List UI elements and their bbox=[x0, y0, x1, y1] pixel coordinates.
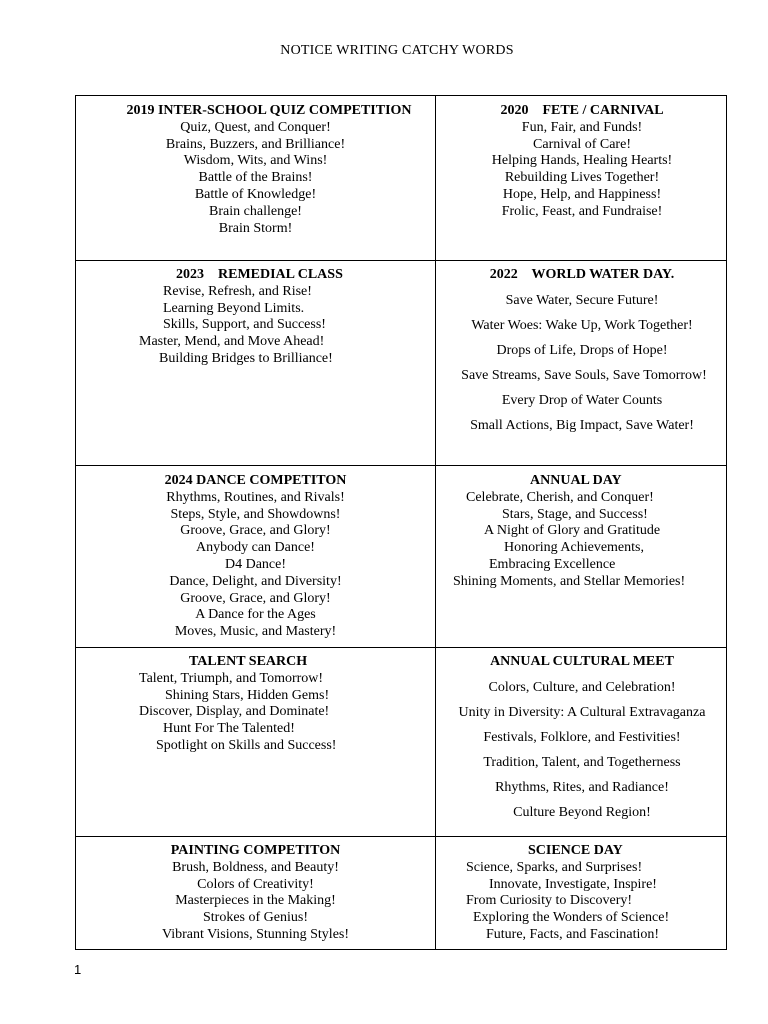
section-heading: ANNUAL DAY bbox=[530, 473, 622, 488]
slogan-item: Moves, Music, and Mastery! bbox=[174, 624, 337, 640]
slogan-item: Revise, Refresh, and Rise! bbox=[163, 283, 312, 299]
slogan-item: Embracing Excellence bbox=[489, 556, 616, 572]
slogan-item: D4 Dance! bbox=[224, 556, 287, 572]
slogan-item: Shining Moments, and Stellar Memories! bbox=[453, 573, 686, 589]
slogan-item: Shining Stars, Hidden Gems! bbox=[165, 687, 330, 703]
slogan-item: Vibrant Visions, Stunning Styles! bbox=[161, 926, 350, 942]
slogan-item: Save Water, Secure Future! bbox=[505, 292, 659, 308]
slogan-item: Groove, Grace, and Glory! bbox=[180, 523, 331, 539]
slogan-item: Water Woes: Wake Up, Work Together! bbox=[471, 317, 693, 333]
slogan-item: Anybody can Dance! bbox=[196, 540, 315, 556]
row-divider bbox=[76, 260, 726, 261]
section-quiz-competition bbox=[76, 103, 435, 237]
row-divider bbox=[76, 836, 726, 837]
row-divider bbox=[76, 647, 726, 648]
slogan-item: Brain challenge! bbox=[209, 203, 302, 219]
slogan-item: Helping Hands, Healing Hearts! bbox=[491, 153, 673, 169]
section-painting-competition bbox=[76, 843, 435, 944]
slogan-item: Unity in Diversity: A Cultural Extravaganza bbox=[458, 704, 706, 720]
slogan-item: Carnival of Care! bbox=[533, 136, 631, 152]
slogan-item: Colors of Creativity! bbox=[197, 876, 314, 892]
section-science-day bbox=[436, 843, 728, 944]
slogan-item: Spotlight on Skills and Success! bbox=[156, 737, 337, 753]
slogan-item: Rhythms, Routines, and Rivals! bbox=[166, 489, 345, 505]
slogan-item: Hope, Help, and Happiness! bbox=[502, 186, 662, 202]
slogan-item: Battle of the Brains! bbox=[198, 170, 313, 186]
slogan-item: A Dance for the Ages bbox=[195, 607, 316, 623]
slogan-item: Rebuilding Lives Together! bbox=[504, 170, 660, 186]
slogan-item: Every Drop of Water Counts bbox=[501, 392, 663, 408]
slogan-item: From Curiosity to Discovery! bbox=[466, 893, 633, 909]
section-talent-search bbox=[76, 654, 435, 755]
slogan-item: Brush, Boldness, and Beauty! bbox=[172, 859, 339, 875]
slogan-item: Master, Mend, and Move Ahead! bbox=[139, 334, 325, 350]
slogan-item: Culture Beyond Region! bbox=[513, 804, 651, 820]
slogan-item: Tradition, Talent, and Togetherness bbox=[483, 754, 681, 770]
page-number: 1 bbox=[74, 962, 82, 977]
slogan-item: Brains, Buzzers, and Brilliance! bbox=[165, 136, 346, 152]
section-heading: SCIENCE DAY bbox=[528, 843, 623, 858]
slogan-item: Drops of Life, Drops of Hope! bbox=[496, 342, 668, 358]
slogan-item: A Night of Glory and Gratitude bbox=[484, 523, 661, 539]
slogan-item: Masterpieces in the Making! bbox=[175, 893, 336, 909]
slogan-item: Dance, Delight, and Diversity! bbox=[169, 573, 342, 589]
slogan-item: Discover, Display, and Dominate! bbox=[139, 704, 330, 720]
slogan-item: Quiz, Quest, and Conquer! bbox=[180, 119, 331, 135]
slogan-table bbox=[75, 95, 727, 950]
section-heading: 2023 REMEDIAL CLASS bbox=[176, 267, 343, 282]
section-annual-cultural-meet bbox=[436, 654, 728, 825]
slogan-item: Strokes of Genius! bbox=[203, 910, 308, 926]
slogan-item: Learning Beyond Limits. bbox=[163, 300, 305, 316]
section-heading: PAINTING COMPETITON bbox=[170, 843, 341, 858]
section-remedial-class bbox=[76, 267, 435, 368]
slogan-item: Save Streams, Save Souls, Save Tomorrow! bbox=[461, 367, 707, 383]
slogan-item: Hunt For The Talented! bbox=[163, 721, 295, 737]
slogan-item: Wisdom, Wits, and Wins! bbox=[183, 153, 328, 169]
slogan-item: Fun, Fair, and Funds! bbox=[521, 119, 643, 135]
slogan-item: Festivals, Folklore, and Festivities! bbox=[483, 729, 681, 745]
slogan-item: Exploring the Wonders of Science! bbox=[473, 910, 670, 926]
section-heading: 2022 WORLD WATER DAY. bbox=[489, 267, 675, 282]
section-fete-carnival bbox=[436, 103, 728, 221]
slogan-item: Small Actions, Big Impact, Save Water! bbox=[470, 417, 694, 433]
slogan-item: Groove, Grace, and Glory! bbox=[180, 590, 331, 606]
section-heading: 2019 INTER-SCHOOL QUIZ COMPETITION bbox=[126, 103, 412, 118]
slogan-item: Stars, Stage, and Success! bbox=[502, 506, 648, 522]
slogan-item: Battle of Knowledge! bbox=[194, 186, 317, 202]
slogan-item: Future, Facts, and Fascination! bbox=[486, 926, 660, 942]
slogan-item: Honoring Achievements, bbox=[504, 540, 644, 556]
slogan-item: Frolic, Feast, and Fundraise! bbox=[501, 203, 663, 219]
slogan-item: Innovate, Investigate, Inspire! bbox=[489, 876, 657, 892]
section-dance-competition bbox=[76, 473, 435, 641]
slogan-item: Building Bridges to Brilliance! bbox=[159, 350, 333, 366]
slogan-item: Science, Sparks, and Surprises! bbox=[466, 859, 643, 875]
document-title: NOTICE WRITING CATCHY WORDS bbox=[280, 43, 514, 58]
slogan-item: Steps, Style, and Showdowns! bbox=[170, 506, 341, 522]
section-heading: ANNUAL CULTURAL MEET bbox=[490, 654, 674, 669]
section-heading: 2024 DANCE COMPETITON bbox=[164, 473, 347, 488]
slogan-item: Brain Storm! bbox=[218, 220, 293, 236]
slogan-item: Celebrate, Cherish, and Conquer! bbox=[466, 489, 654, 505]
section-heading: 2020 FETE / CARNIVAL bbox=[500, 103, 664, 118]
section-annual-day bbox=[436, 473, 728, 591]
row-divider bbox=[76, 465, 726, 466]
slogan-item: Rhythms, Rites, and Radiance! bbox=[495, 779, 669, 795]
section-heading: TALENT SEARCH bbox=[189, 654, 308, 669]
slogan-item: Skills, Support, and Success! bbox=[163, 317, 326, 333]
slogan-item: Talent, Triumph, and Tomorrow! bbox=[139, 670, 324, 686]
slogan-item: Colors, Culture, and Celebration! bbox=[488, 679, 676, 695]
section-world-water-day bbox=[436, 267, 728, 438]
